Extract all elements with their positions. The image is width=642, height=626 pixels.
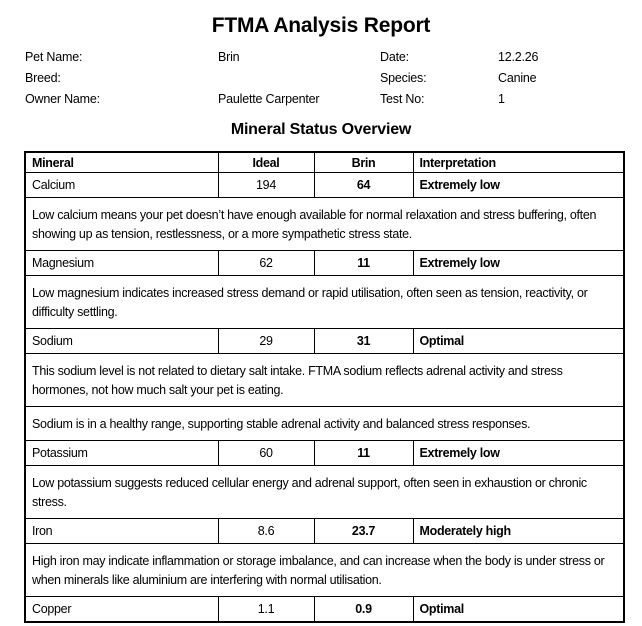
pet-info-block (25, 47, 622, 110)
brin-value-cell: 64 (314, 173, 413, 198)
date-value: 12.2.26 (498, 50, 539, 64)
species-label: Species: (380, 71, 427, 85)
header-mineral: Mineral (25, 152, 218, 173)
pet-name-value: Brin (218, 50, 240, 64)
interpretation-note-text: High iron may indicate inflammation or storage imbalance, and can increase when the body is under stress or when minerals like aluminium are interfering with normal utilisation. (25, 544, 624, 597)
interpretation-note-row (25, 407, 624, 441)
pet-name-label: Pet Name: (25, 50, 83, 64)
interpretation-note-row (25, 466, 624, 519)
mineral-name-cell: Calcium (25, 173, 218, 198)
header-brin: Brin (314, 152, 413, 173)
mineral-name-cell: Sodium (25, 329, 218, 354)
brin-value-cell: 31 (314, 329, 413, 354)
ideal-value-cell: 194 (218, 173, 314, 198)
mineral-data-row (25, 173, 624, 198)
brin-value-cell: 11 (314, 441, 413, 466)
interpretation-note-text: Low calcium means your pet doesn’t have enough available for normal relaxation and stress buffering, often showing up as tension, restlessness, or a more sympathetic stress state. (25, 198, 624, 251)
species-value: Canine (498, 71, 537, 85)
ideal-value-cell: 1.1 (218, 597, 314, 623)
breed-label: Breed: (25, 71, 61, 85)
interpretation-note-row (25, 198, 624, 251)
test-no-label: Test No: (380, 92, 425, 106)
interpretation-note-row (25, 354, 624, 407)
interpretation-note-row (25, 276, 624, 329)
brin-value-cell: 0.9 (314, 597, 413, 623)
mineral-data-row (25, 597, 624, 623)
test-no-value: 1 (498, 92, 505, 106)
header-ideal: Ideal (218, 152, 314, 173)
interpretation-cell: Extremely low (413, 441, 624, 466)
table-body (25, 173, 624, 623)
table-header-row (25, 152, 624, 173)
mineral-data-row (25, 519, 624, 544)
page-title: FTMA Analysis Report (211, 14, 431, 37)
interpretation-note-row (25, 544, 624, 597)
interpretation-cell: Moderately high (413, 519, 624, 544)
interpretation-cell: Optimal (413, 329, 624, 354)
interpretation-cell: Extremely low (413, 251, 624, 276)
mineral-data-row (25, 329, 624, 354)
interpretation-note-text: This sodium level is not related to dietary salt intake. FTMA sodium reflects adrenal activity and stress hormones, not how much salt your pet is eating. (25, 354, 624, 407)
owner-name-label: Owner Name: (25, 92, 100, 106)
interpretation-cell: Extremely low (413, 173, 624, 198)
section-title: Mineral Status Overview (230, 121, 412, 138)
owner-name-value: Paulette Carpenter (218, 92, 320, 106)
interpretation-note-text: Low potassium suggests reduced cellular energy and adrenal support, often seen in exhaustion or chronic stress. (25, 466, 624, 519)
ideal-value-cell: 60 (218, 441, 314, 466)
breed-value (218, 68, 380, 89)
ideal-value-cell: 62 (218, 251, 314, 276)
mineral-name-cell: Potassium (25, 441, 218, 466)
header-interpretation: Interpretation (413, 152, 624, 173)
date-label: Date: (380, 50, 409, 64)
mineral-status-table (24, 151, 625, 623)
brin-value-cell: 23.7 (314, 519, 413, 544)
mineral-data-row (25, 251, 624, 276)
brin-value-cell: 11 (314, 251, 413, 276)
mineral-name-cell: Copper (25, 597, 218, 623)
interpretation-note-text: Sodium is in a healthy range, supporting stable adrenal activity and balanced stress responses. (25, 407, 624, 441)
mineral-data-row (25, 441, 624, 466)
interpretation-note-text: Low magnesium indicates increased stress demand or rapid utilisation, often seen as tension, reactivity, or difficulty settling. (25, 276, 624, 329)
mineral-name-cell: Magnesium (25, 251, 218, 276)
mineral-name-cell: Iron (25, 519, 218, 544)
ideal-value-cell: 29 (218, 329, 314, 354)
ideal-value-cell: 8.6 (218, 519, 314, 544)
interpretation-cell: Optimal (413, 597, 624, 623)
